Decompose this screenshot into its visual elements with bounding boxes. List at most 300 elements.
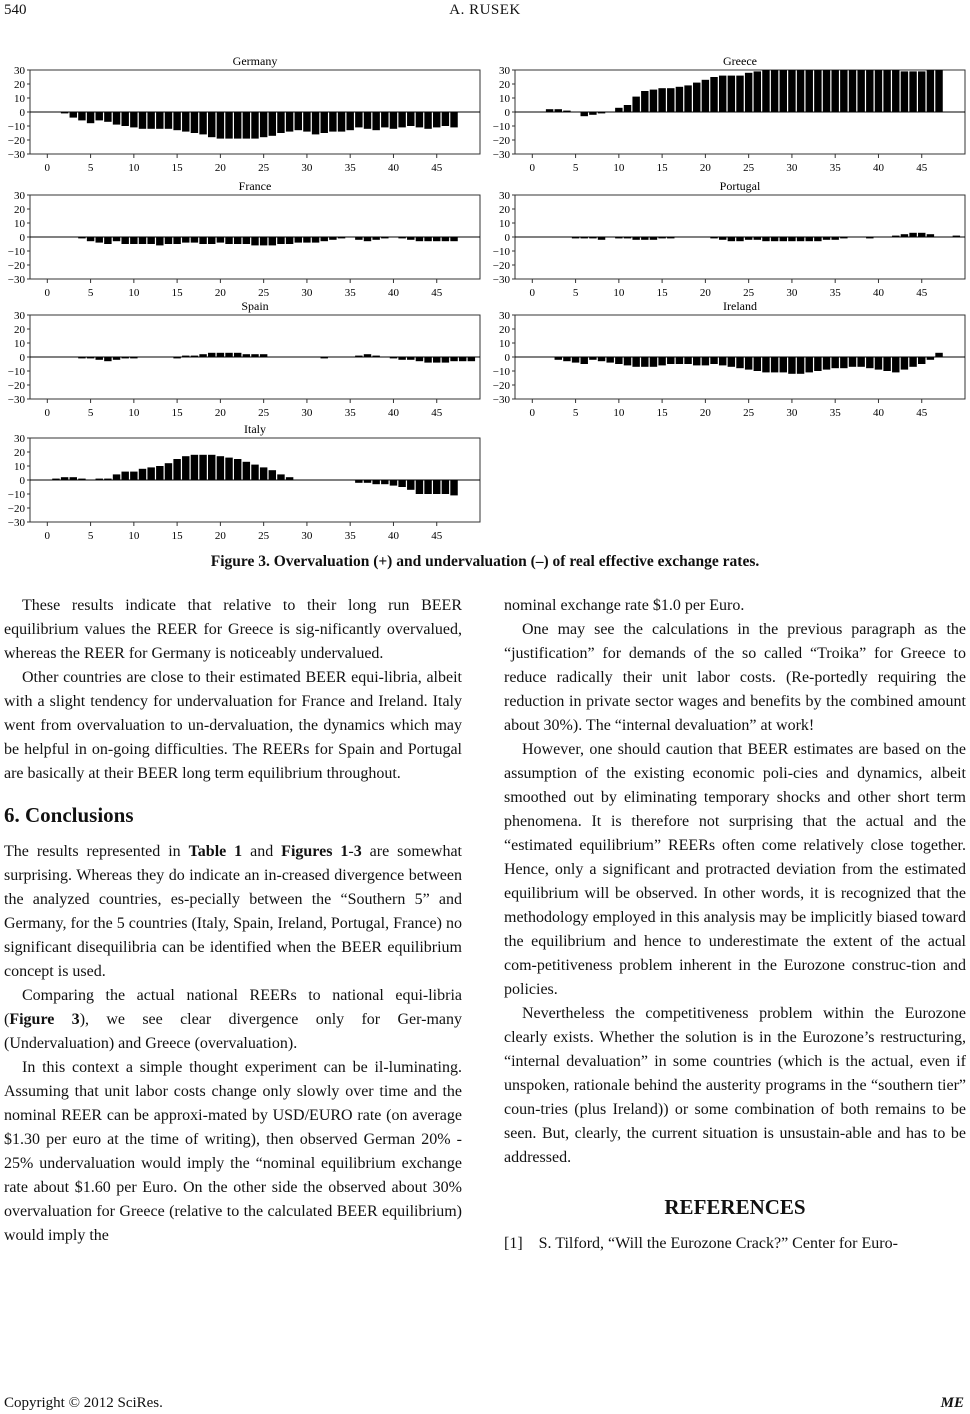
- france-y-tick-label: 0: [19, 232, 25, 244]
- italy-bar: [70, 477, 77, 480]
- germany-bar: [96, 112, 103, 120]
- france-bar: [208, 237, 215, 244]
- ireland-bar: [849, 357, 856, 367]
- ireland-bar: [875, 357, 882, 370]
- germany-bar: [173, 112, 180, 130]
- france-bar: [243, 237, 250, 244]
- spain-x-tick-label: 10: [128, 407, 140, 419]
- italy-bar: [442, 480, 449, 494]
- spain-bar: [424, 357, 431, 363]
- spain-y-tick-label: 20: [14, 324, 25, 336]
- portugal-bar: [632, 237, 639, 240]
- text-run: Comparing the actual national REERs to national equi-libria (: [4, 987, 462, 1028]
- paragraph: nominal exchange rate $1.0 per Euro.: [504, 597, 745, 614]
- ireland-chart-title: Ireland: [723, 299, 757, 313]
- greece-bar: [589, 112, 596, 115]
- italy-bar: [217, 456, 224, 480]
- spain-bar: [243, 354, 250, 357]
- ireland-bar: [684, 357, 691, 364]
- spain-bar: [96, 357, 103, 360]
- greece-bar: [762, 70, 769, 112]
- table-reference: Table 1: [188, 843, 243, 860]
- italy-bar: [121, 472, 128, 480]
- spain-bar: [113, 357, 120, 360]
- spain-x-tick-label: 35: [344, 407, 356, 419]
- greece-x-tick-label: 20: [699, 162, 711, 174]
- ireland-bar: [831, 357, 838, 368]
- france-y-tick-label: −20: [7, 260, 25, 272]
- ireland-x-tick-label: 0: [529, 407, 536, 419]
- france-bar: [286, 237, 293, 244]
- portugal-x-tick-label: 30: [786, 287, 798, 299]
- greece-x-tick-label: 45: [916, 162, 928, 174]
- ireland-y-tick-label: 30: [499, 310, 510, 322]
- ireland-bar: [641, 357, 648, 367]
- italy-x-tick-label: 10: [128, 530, 140, 542]
- ireland-bar: [598, 357, 605, 361]
- germany-bar: [199, 112, 206, 134]
- greece-bar: [806, 70, 813, 112]
- germany-bar: [269, 112, 276, 136]
- running-author: A. RUSEK: [449, 2, 521, 18]
- france-bar: [295, 237, 302, 243]
- portugal-bar: [736, 237, 743, 241]
- ireland-y-tick-label: 10: [499, 338, 510, 350]
- germany-bar: [260, 112, 267, 137]
- portugal-y-tick-label: −10: [492, 246, 510, 258]
- italy-bar: [277, 474, 284, 480]
- italy-bar: [381, 480, 388, 484]
- ireland-bar: [857, 357, 864, 367]
- greece-y-tick-label: −10: [492, 121, 510, 133]
- portugal-bar: [728, 237, 735, 241]
- italy-bar: [173, 459, 180, 480]
- portugal-bar: [667, 237, 674, 238]
- portugal-y-tick-label: −20: [492, 260, 510, 272]
- germany-bar: [424, 112, 431, 129]
- germany-bar: [70, 112, 77, 118]
- france-bar: [78, 237, 85, 238]
- germany-bar: [372, 112, 379, 130]
- spain-bar: [321, 357, 328, 358]
- portugal-bar: [831, 237, 838, 240]
- ireland-y-tick-label: 0: [504, 352, 510, 364]
- ireland-x-tick-label: 30: [786, 407, 798, 419]
- france-bar: [269, 237, 276, 245]
- spain-x-tick-label: 40: [387, 407, 399, 419]
- france-x-tick-label: 20: [214, 287, 226, 299]
- spain-bar: [208, 353, 215, 357]
- germany-bar: [433, 112, 440, 127]
- germany-bar: [346, 112, 353, 130]
- france-bar: [165, 237, 172, 244]
- italy-x-tick-label: 5: [87, 530, 94, 542]
- spain-bar: [355, 356, 362, 357]
- spain-y-tick-label: 30: [14, 310, 25, 322]
- ireland-bar: [892, 357, 899, 372]
- france-y-tick-label: −30: [7, 274, 25, 286]
- germany-y-tick-label: −10: [7, 121, 25, 133]
- italy-bar: [96, 479, 103, 480]
- italy-bar: [433, 480, 440, 494]
- germany-bar: [234, 112, 241, 139]
- italy-x-tick-label: 30: [301, 530, 313, 542]
- france-bar: [355, 237, 362, 240]
- spain-bar: [450, 357, 457, 361]
- portugal-y-tick-label: 20: [499, 204, 510, 216]
- france-bar: [182, 237, 189, 243]
- germany-bar: [277, 112, 284, 133]
- france-bar: [199, 237, 206, 244]
- portugal-x-tick-label: 20: [699, 287, 711, 299]
- italy-y-tick-label: 20: [14, 447, 25, 459]
- greece-bar: [658, 88, 665, 112]
- spain-bar: [234, 353, 241, 357]
- germany-x-tick-label: 20: [214, 162, 226, 174]
- france-bar: [424, 237, 431, 241]
- germany-bar: [407, 112, 414, 126]
- greece-bar: [875, 70, 882, 112]
- greece-bar: [702, 80, 709, 112]
- spain-bar: [217, 353, 224, 357]
- germany-bar: [355, 112, 362, 127]
- greece-bar: [598, 112, 605, 113]
- germany-bar: [364, 112, 371, 129]
- germany-y-tick-label: 30: [14, 65, 25, 77]
- greece-bar: [728, 76, 735, 112]
- ireland-bar: [840, 357, 847, 368]
- portugal-x-tick-label: 10: [613, 287, 625, 299]
- spain-bar: [364, 354, 371, 357]
- france-bar: [96, 237, 103, 243]
- ireland-bar: [658, 357, 665, 365]
- germany-bar: [78, 112, 85, 120]
- italy-bar: [52, 479, 59, 480]
- france-bar: [260, 237, 267, 245]
- italy-bar: [147, 467, 154, 480]
- italy-bar: [165, 463, 172, 480]
- germany-bar: [87, 112, 94, 123]
- text-run: The results represented in: [4, 843, 189, 860]
- portugal-bar: [745, 237, 752, 240]
- ireland-bar: [909, 357, 916, 367]
- italy-bar: [269, 470, 276, 480]
- germany-bar: [130, 112, 137, 127]
- germany-bar: [398, 112, 405, 127]
- ireland-y-tick-label: −10: [492, 366, 510, 378]
- france-bar: [173, 237, 180, 244]
- ireland-x-tick-label: 40: [872, 407, 884, 419]
- ireland-bar: [676, 357, 683, 364]
- portugal-y-tick-label: −30: [492, 274, 510, 286]
- france-bar: [338, 237, 345, 238]
- germany-bar: [295, 112, 302, 130]
- italy-bar: [243, 462, 250, 480]
- greece-bar: [909, 71, 916, 112]
- greece-bar: [615, 108, 622, 112]
- portugal-bar: [762, 237, 769, 241]
- text-run: -: [348, 843, 354, 860]
- greece-bar: [927, 70, 934, 112]
- germany-x-tick-label: 0: [44, 162, 51, 174]
- greece-bar: [901, 71, 908, 112]
- ireland-bar: [883, 357, 890, 371]
- figure-reference: 3: [353, 843, 362, 860]
- greece-bar: [840, 70, 847, 112]
- greece-bar: [624, 105, 631, 112]
- ireland-bar: [555, 357, 562, 360]
- greece-bar: [866, 70, 873, 112]
- france-bar: [191, 237, 198, 243]
- germany-bar: [104, 112, 111, 122]
- france-x-tick-label: 10: [128, 287, 140, 299]
- paragraph: In this context a simple thought experiment can be il-luminating. Assuming that unit labor costs change only slowly over time and the nominal REER can be approxi-mated by USD/EURO rate (on average $1.30 per euro at the time of writing), then observed German 20% - 25% undervaluation would imply the “nominal equilibrium exchange rate about $1.60 per Euro. On the other side the observed about 30% overvaluation for Greece (relative to the calculated BEER equilibrium) would imply the: [4, 1059, 462, 1244]
- germany-bar: [338, 112, 345, 132]
- ireland-x-tick-label: 45: [916, 407, 928, 419]
- text-run: ), we see clear divergence only for Ger-many (Undervaluation) and Greece (overvaluation).: [4, 1011, 462, 1052]
- france-bar: [113, 237, 120, 241]
- greece-x-tick-label: 0: [529, 162, 536, 174]
- portugal-y-tick-label: 10: [499, 218, 510, 230]
- ireland-bar: [736, 357, 743, 368]
- spain-x-tick-label: 45: [431, 407, 443, 419]
- italy-x-tick-label: 40: [387, 530, 399, 542]
- ireland-x-tick-label: 25: [743, 407, 755, 419]
- germany-bar: [139, 112, 146, 129]
- spain-x-tick-label: 20: [214, 407, 226, 419]
- spain-y-tick-label: −20: [7, 380, 25, 392]
- greece-x-tick-label: 35: [829, 162, 841, 174]
- portugal-y-tick-label: 0: [504, 232, 510, 244]
- portugal-bar: [780, 237, 787, 241]
- ireland-bar: [823, 357, 830, 370]
- germany-x-tick-label: 45: [431, 162, 443, 174]
- italy-y-tick-label: 30: [14, 433, 25, 445]
- spain-bar: [121, 357, 128, 358]
- portugal-bar: [615, 237, 622, 238]
- portugal-bar: [901, 234, 908, 237]
- spain-bar: [390, 357, 397, 358]
- france-bar: [442, 237, 449, 241]
- ireland-bar: [918, 357, 925, 364]
- greece-bar: [857, 70, 864, 112]
- france-x-tick-label: 30: [301, 287, 313, 299]
- greece-bar: [546, 109, 553, 112]
- portugal-chart-title: Portugal: [719, 179, 761, 193]
- references-heading: REFERENCES: [664, 1195, 806, 1219]
- ireland-bar: [797, 357, 804, 374]
- portugal-x-tick-label: 15: [656, 287, 668, 299]
- spain-x-tick-label: 0: [44, 407, 51, 419]
- portugal-bar: [918, 233, 925, 237]
- greece-x-tick-label: 30: [786, 162, 798, 174]
- portugal-bar: [823, 237, 830, 240]
- ireland-bar: [762, 357, 769, 372]
- italy-bar: [113, 474, 120, 480]
- spain-y-tick-label: 0: [19, 352, 25, 364]
- greece-bar: [935, 70, 942, 112]
- france-bar: [321, 237, 328, 241]
- germany-bar: [243, 112, 250, 139]
- ireland-bar: [788, 357, 795, 374]
- italy-x-tick-label: 35: [344, 530, 356, 542]
- italy-chart-title: Italy: [244, 422, 266, 436]
- paragraph: These results indicate that relative to their long run BEER equilibrium values the REER for Greece is sig-nificantly overvalued, whereas the REER for Germany is noticeably undervalued.: [4, 597, 462, 662]
- greece-bar: [632, 97, 639, 112]
- greece-bar: [892, 70, 899, 112]
- france-x-tick-label: 5: [87, 287, 94, 299]
- france-bar: [364, 237, 371, 241]
- ireland-bar: [728, 357, 735, 367]
- paragraph: Nevertheless the competitiveness problem within the Eurozone clearly exists. Whether the solution is in the Eurozone’s restructuring, “internal devaluation” in some countries (which is the actual, even if unspoken, rationale behind the austerity programs in the “southern tier” coun-tries (plus Ireland)) or some combination of both remains to be seen. But, clearly, the current situation is unsustain-able and has to be addressed.: [504, 1005, 966, 1166]
- greece-x-tick-label: 5: [572, 162, 579, 174]
- germany-chart-title: Germany: [232, 54, 278, 68]
- italy-x-tick-label: 0: [44, 530, 51, 542]
- greece-y-tick-label: 10: [499, 93, 510, 105]
- italy-bar: [355, 480, 362, 483]
- portugal-bar: [658, 237, 665, 238]
- germany-bar: [312, 112, 319, 134]
- portugal-bar: [797, 237, 804, 241]
- france-y-tick-label: 20: [14, 204, 25, 216]
- france-bar: [251, 237, 258, 245]
- portugal-x-tick-label: 40: [872, 287, 884, 299]
- figure-reference: Figures 1: [281, 843, 349, 860]
- germany-bar: [61, 112, 68, 113]
- figure-3-svg: [0, 40, 970, 560]
- greece-bar: [814, 70, 821, 112]
- germany-y-tick-label: 20: [14, 79, 25, 91]
- greece-x-tick-label: 15: [656, 162, 668, 174]
- spain-bar: [260, 354, 267, 357]
- greece-bar: [883, 70, 890, 112]
- ireland-bar: [606, 357, 613, 363]
- spain-bar: [459, 357, 466, 361]
- germany-bar: [450, 112, 457, 127]
- italy-bar: [398, 480, 405, 487]
- figure-3-panels: [0, 40, 970, 560]
- portugal-bar: [589, 237, 596, 238]
- portugal-bar: [892, 236, 899, 237]
- portugal-x-tick-label: 35: [829, 287, 841, 299]
- portugal-bar: [624, 237, 631, 238]
- france-x-tick-label: 35: [344, 287, 356, 299]
- italy-bar: [234, 459, 241, 480]
- spain-x-tick-label: 30: [301, 407, 313, 419]
- left-column: [4, 594, 462, 1248]
- italy-x-tick-label: 20: [214, 530, 226, 542]
- germany-bar: [156, 112, 163, 129]
- italy-bar: [61, 477, 68, 480]
- germany-x-tick-label: 30: [301, 162, 313, 174]
- ireland-bar: [632, 357, 639, 367]
- ireland-x-tick-label: 15: [656, 407, 668, 419]
- greece-bar: [667, 88, 674, 112]
- spain-x-tick-label: 5: [87, 407, 94, 419]
- spain-y-tick-label: −10: [7, 366, 25, 378]
- ireland-bar: [572, 357, 579, 363]
- germany-x-tick-label: 35: [344, 162, 356, 174]
- greece-bar: [736, 76, 743, 112]
- germany-bar: [165, 112, 172, 129]
- germany-x-tick-label: 40: [387, 162, 399, 174]
- france-bar: [329, 237, 336, 240]
- italy-bar: [139, 469, 146, 480]
- greece-bar: [684, 85, 691, 112]
- greece-bar: [719, 76, 726, 112]
- italy-x-tick-label: 15: [171, 530, 183, 542]
- spain-bar: [199, 354, 206, 357]
- italy-bar: [156, 466, 163, 480]
- spain-chart-title: Spain: [241, 299, 269, 313]
- spain-bar: [372, 356, 379, 357]
- germany-bar: [113, 112, 120, 125]
- italy-bar: [364, 480, 371, 483]
- italy-bar: [251, 465, 258, 480]
- france-y-tick-label: 10: [14, 218, 25, 230]
- greece-y-tick-label: −20: [492, 135, 510, 147]
- portugal-x-tick-label: 45: [916, 287, 928, 299]
- italy-x-tick-label: 45: [431, 530, 443, 542]
- ireland-bar: [710, 357, 717, 364]
- greece-bar: [581, 112, 588, 116]
- france-bar: [450, 237, 457, 241]
- germany-x-tick-label: 25: [258, 162, 270, 174]
- greece-bar: [823, 70, 830, 112]
- germany-bar: [208, 112, 215, 137]
- spain-x-tick-label: 25: [258, 407, 270, 419]
- portugal-bar: [927, 234, 934, 237]
- germany-bar: [329, 112, 336, 132]
- greece-bar: [641, 91, 648, 112]
- greece-x-tick-label: 40: [872, 162, 884, 174]
- france-x-tick-label: 45: [431, 287, 443, 299]
- germany-bar: [217, 112, 224, 139]
- italy-y-tick-label: 0: [19, 475, 25, 487]
- ireland-bar: [771, 357, 778, 372]
- italy-bar: [191, 455, 198, 480]
- portugal-bar: [598, 237, 605, 240]
- italy-bar: [390, 480, 397, 486]
- france-bar: [104, 237, 111, 244]
- france-bar: [147, 237, 154, 244]
- france-x-tick-label: 40: [387, 287, 399, 299]
- italy-bar: [225, 458, 232, 480]
- greece-bar: [918, 71, 925, 112]
- portugal-bar: [581, 237, 588, 238]
- portugal-bar: [641, 237, 648, 240]
- italy-bar: [416, 480, 423, 494]
- ireland-y-tick-label: 20: [499, 324, 510, 336]
- france-x-tick-label: 15: [171, 287, 183, 299]
- ireland-bar: [901, 357, 908, 370]
- spain-bar: [130, 357, 137, 358]
- paragraph: Other countries are close to their estimated BEER equi-libria, albeit with a slight tendency for undervaluation for France and Ireland. Italy went from overvaluation to un-dervaluation, the dynamics which may be helpful in on-going difficulties. The REERs for Spain and Portugal are basically at their BEER long term equilibrium throughout.: [4, 669, 462, 782]
- greece-bar: [788, 70, 795, 112]
- portugal-bar: [710, 237, 717, 238]
- ireland-bar: [581, 357, 588, 364]
- page-number: 540: [4, 2, 27, 18]
- spain-bar: [251, 354, 258, 357]
- portugal-bar: [771, 237, 778, 241]
- greece-bar: [831, 70, 838, 112]
- france-bar: [139, 237, 146, 244]
- portugal-bar: [788, 237, 795, 241]
- france-x-tick-label: 25: [258, 287, 270, 299]
- germany-x-tick-label: 15: [171, 162, 183, 174]
- section-heading: 6. Conclusions: [4, 803, 134, 827]
- greece-bar: [797, 70, 804, 112]
